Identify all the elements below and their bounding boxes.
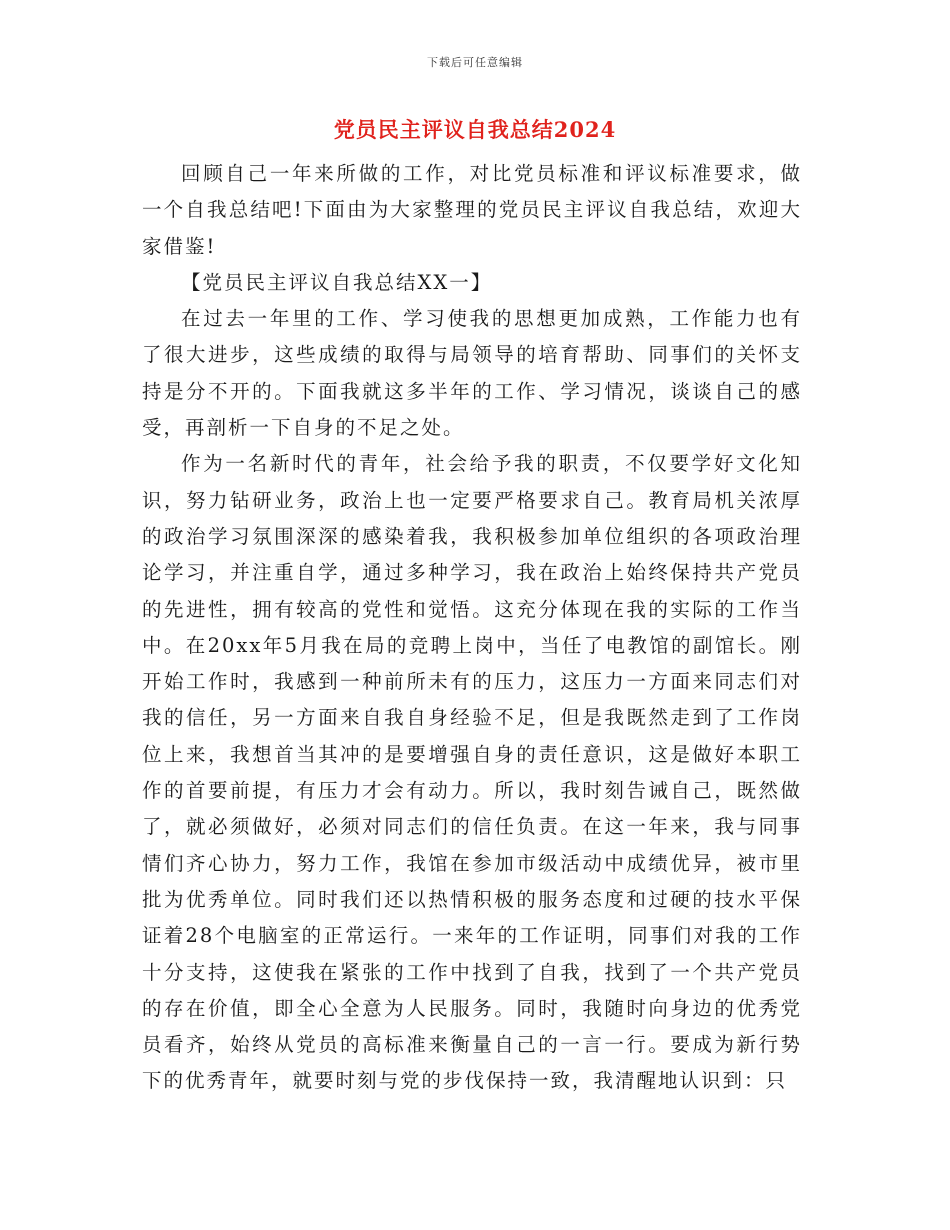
document-body xyxy=(142,156,802,1100)
body-paragraph: 在过去一年里的工作、学习使我的思想更加成熟，工作能力也有了很大进步，这些成绩的取得与局领导的培育帮助、同事们的关怀支持是分不开的。下面我就这多半年的工作、学习情况，谈谈自己的感受，再剖析一下自身的不足之处。 xyxy=(142,307,802,440)
header-note: 下载后可任意编辑 xyxy=(427,56,523,69)
document-title: 党员民主评议自我总结2024 xyxy=(333,117,617,142)
section-heading: 【党员民主评议自我总结XX一】 xyxy=(181,270,493,294)
intro-paragraph: 回顾自己一年来所做的工作，对比党员标准和评议标准要求，做一个自我总结吧!下面由为大家整理的党员民主评议自我总结，欢迎大家借鉴! xyxy=(142,162,802,258)
body-paragraph: 作为一名新时代的青年，社会给予我的职责，不仅要学好文化知识，努力钻研业务，政治上也一定要严格要求自己。教育局机关浓厚的政治学习氛围深深的感染着我，我积极参加单位组织的各项政治理论学习，并注重自学，通过多种学习，我在政治上始终保持共产党员的先进性，拥有较高的党性和觉悟。这充分体现在我的实际的工作当中。在20xx年5月我在局的竞聘上岗中，当任了电教馆的副馆长。刚开始工作时，我感到一种前所未有的压力，这压力一方面来同志们对我的信任，另一方面来自我自身经验不足，但是我既然走到了工作岗位上来，我想首当其冲的是要增强自身的责任意识，这是做好本职工作的首要前提，有压力才会有动力。所以，我时刻告诫自己，既然做了，就必须做好，必须对同志们的信任负责。在这一年来，我与同事情们齐心协力，努力工作，我馆在参加市级活动中成绩优异，被市里批为优秀单位。同时我们还以热情积极的服务态度和过硬的技水平保证着28个电脑室的正常运行。一来年的工作证明，同事们对我的工作十分支持，这使我在紧张的工作中找到了自我，找到了一个共产党员的存在价值，即全心全意为人民服务。同时，我随时向身边的优秀党员看齐，始终从党员的高标准来衡量自己的一言一行。要成为新行势下的优秀青年，就要时刻与党的步伐保持一致，我清醒地认识到：只 xyxy=(142,452,802,1093)
